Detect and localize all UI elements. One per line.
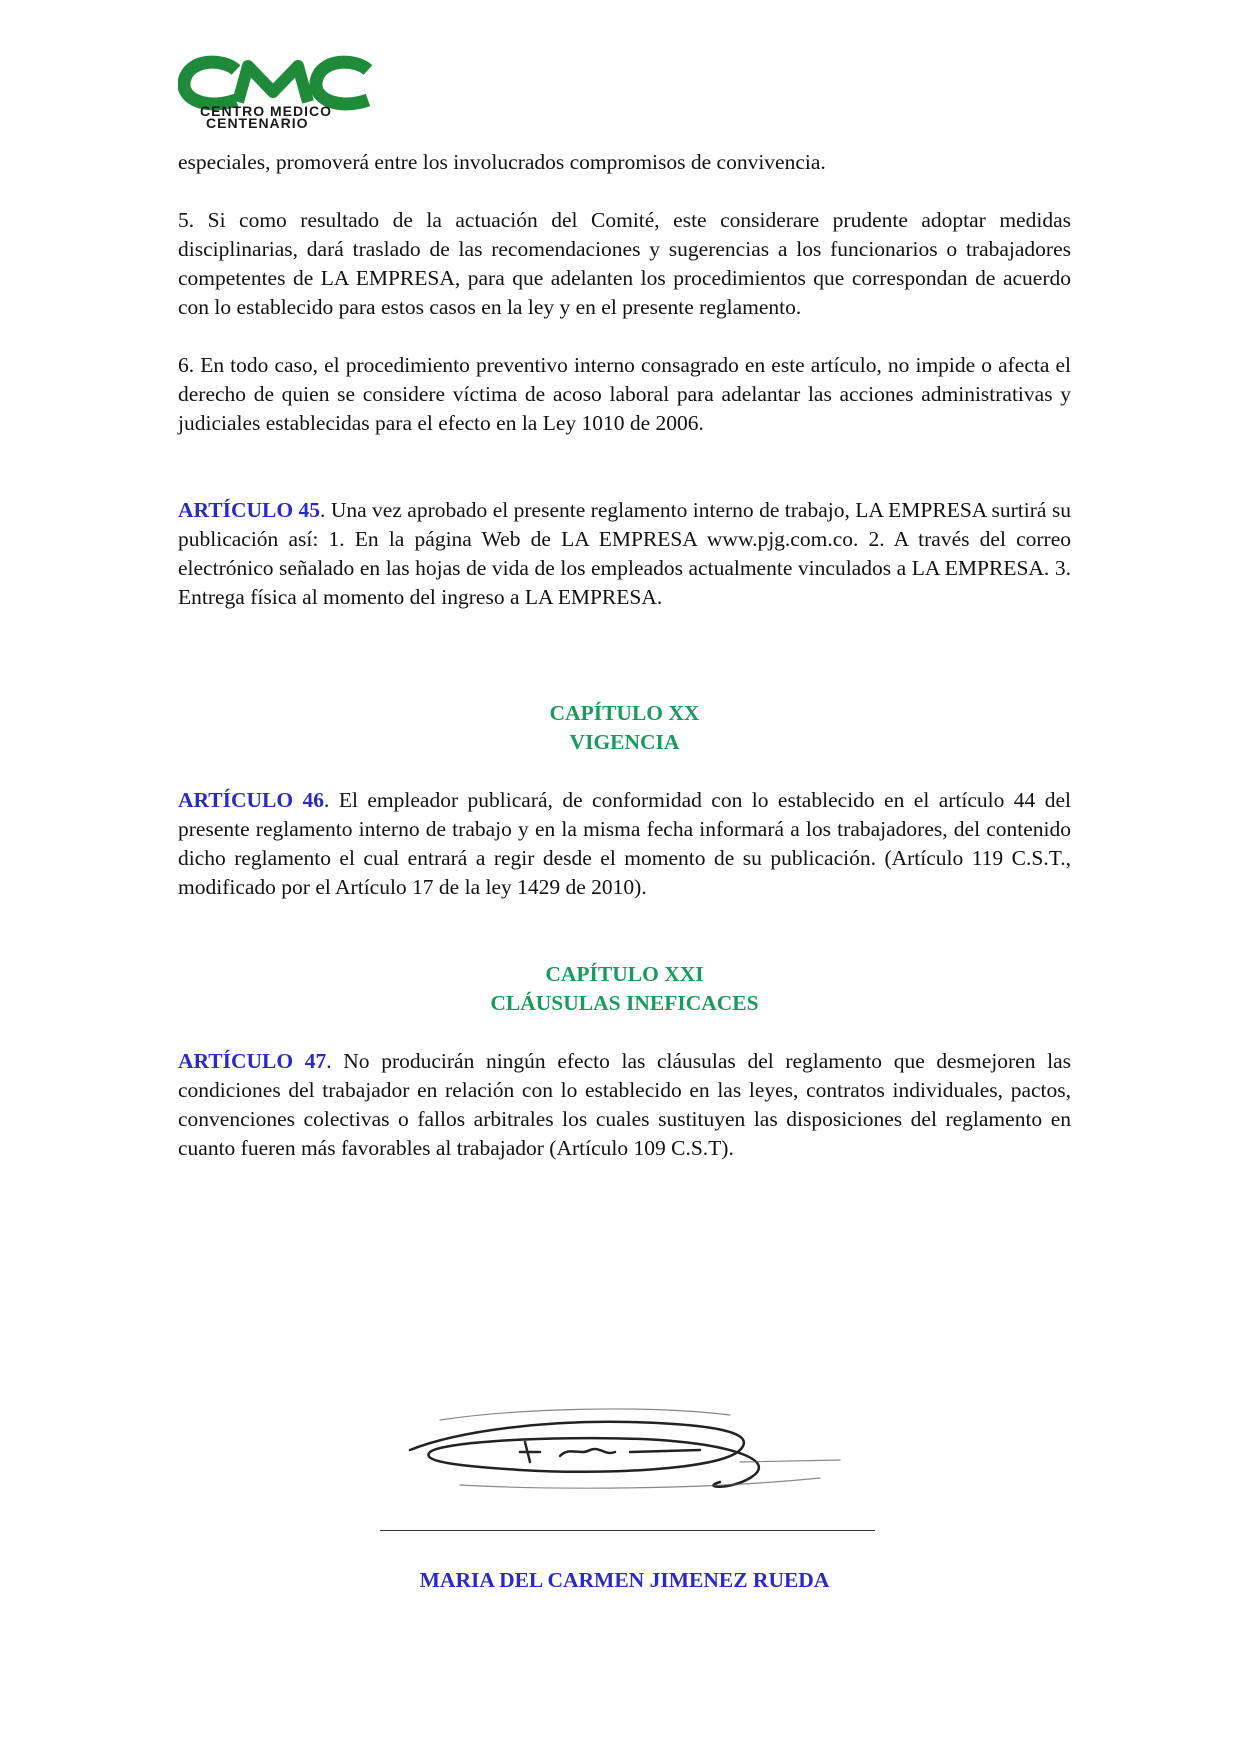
article-45-label: ARTÍCULO 45: [178, 498, 321, 522]
chapter-20-title: VIGENCIA: [569, 730, 680, 754]
paragraph-item-5: 5. Si como resultado de la actuación del Comité, este considerare prudente adoptar medidas disciplinarias, dará traslado de las recomendaciones y sugerencias a los funcionarios o trabajadores competentes de LA EMPRESA, para que adelanten los procedimientos que correspondan de acuerdo con lo establecido para estos casos en la ley y en el presente reglamento.: [178, 208, 1071, 319]
signature-line: [380, 1530, 875, 1531]
article-45: [178, 496, 1071, 612]
signer-name: MARIA DEL CARMEN JIMENEZ RUEDA: [419, 1568, 830, 1592]
chapter-20-number: CAPÍTULO XX: [549, 701, 700, 725]
article-46-label: ARTÍCULO 46: [178, 788, 325, 812]
article-47-text: . No producirán ningún efecto las cláusulas del reglamento que desmejoren las condiciones del trabajador en relación con lo establecido en las leyes, contratos individuales, pactos, convenciones colectivas o fallos arbitrales los cuales sustituyen las disposiciones del reglamento en cuanto fueren más favorables al trabajador (Artículo 109 C.S.T).: [178, 1049, 1071, 1160]
article-45-text: . Una vez aprobado el presente reglamento interno de trabajo, LA EMPRESA surtirá su publicación así: 1. En la página Web de LA EMPRESA www.pjg.com.co. 2. A través del correo electrónico señalado en las hojas de vida de los empleados actualmente vinculados a LA EMPRESA. 3. Entrega física al momento del ingreso a LA EMPRESA.: [178, 498, 1071, 609]
paragraph-item-6: 6. En todo caso, el procedimiento preventivo interno consagrado en este artículo, no impide o afecta el derecho de quien se considere víctima de acoso laboral para adelantar las acciones administrativas y judiciales establecidas para el efecto en la Ley 1010 de 2006.: [178, 353, 1071, 435]
paragraph-continuation: especiales, promoverá entre los involucrados compromisos de convivencia.: [178, 150, 826, 174]
chapter-21-title: CLÁUSULAS INEFICACES: [490, 991, 759, 1015]
logo-line1: CENTRO MEDICO: [200, 103, 332, 119]
logo-line2: CENTENARIO: [206, 115, 309, 131]
document-body: [178, 148, 1071, 1163]
chapter-21-number: CAPÍTULO XXI: [545, 962, 704, 986]
handwritten-signature: [400, 1390, 860, 1500]
article-46-text: . El empleador publicará, de conformidad con lo establecido en el artículo 44 del presente reglamento interno de trabajo y en la misma fecha informará a los trabajadores, del contenido dicho reglamento el cual entrará a regir desde el momento de su publicación. (Artículo 119 C.S.T., modificado por el Artículo 17 de la ley 1429 de 2010).: [178, 788, 1071, 899]
chapter-20-heading: [178, 699, 1071, 757]
chapter-21-heading: [178, 960, 1071, 1018]
logo-letters: [184, 62, 368, 104]
article-47: [178, 1047, 1071, 1163]
article-46: [178, 786, 1071, 902]
company-logo: [178, 52, 378, 132]
article-47-label: ARTÍCULO 47: [178, 1049, 327, 1073]
